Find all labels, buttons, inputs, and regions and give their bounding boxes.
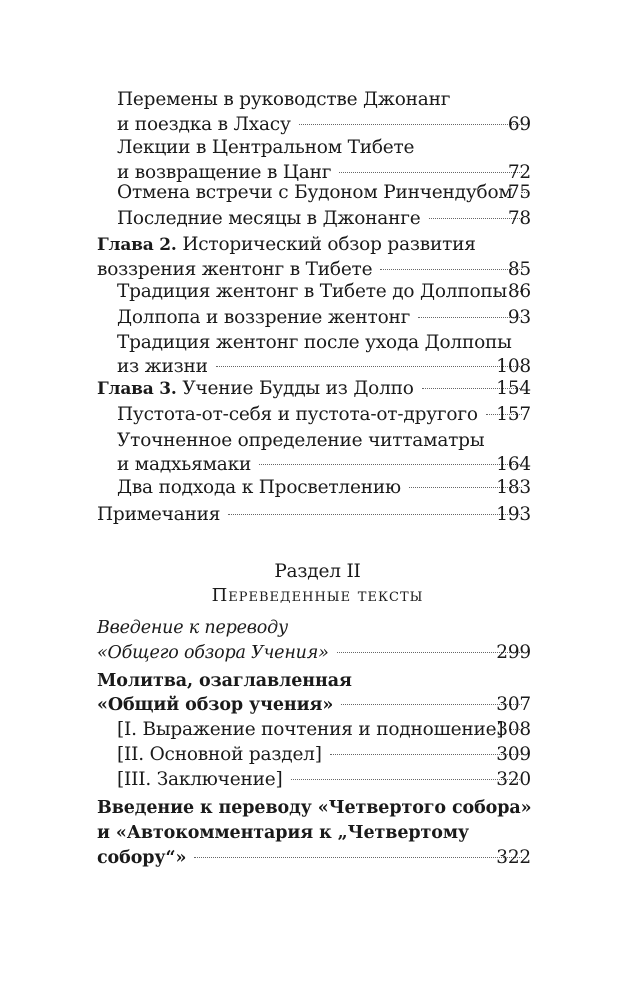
page-number: 322 [496, 847, 531, 868]
entry-line: Молитва, озаглавленная [97, 671, 352, 691]
page-number: 164 [496, 454, 531, 475]
page-number: 193 [496, 504, 531, 525]
section-subtitle: Переведенные тексты [211, 585, 424, 606]
dot-leader [216, 365, 522, 367]
entry-line: Традиция жентонг в Тибете до Долпопы [117, 281, 508, 302]
entry-line: из жизни [117, 356, 208, 377]
entry-line: собору“» [97, 848, 187, 868]
entry-line: Отмена встречи с Будоном Ринчендубом [117, 182, 513, 203]
entry-line: [I. Выражение почтения и подношение] [117, 719, 504, 740]
entry-line: «Общий обзор учения» [97, 695, 334, 715]
page-number: 75 [507, 182, 531, 203]
page-number: 320 [496, 769, 531, 790]
entry-line: Введение к переводу [97, 618, 288, 638]
entry-line: Последние месяцы в Джонанге [117, 208, 421, 229]
page-number: 78 [507, 208, 531, 229]
page-number: 157 [496, 404, 531, 425]
entry-line: Введение к переводу «Четвертого собора» [97, 798, 532, 818]
entry-line: [II. Основной раздел] [117, 744, 322, 765]
page-number: 154 [496, 378, 531, 399]
page-number: 183 [496, 477, 531, 498]
entry-line: Примечания [97, 504, 221, 525]
entry-line: и мадхьямаки [117, 454, 252, 475]
page-number: 69 [507, 114, 531, 135]
page-number: 299 [496, 642, 531, 663]
page-number: 309 [496, 744, 531, 765]
page-number: 308 [496, 719, 531, 740]
page-number: 72 [507, 162, 531, 183]
section-title: Раздел II [274, 561, 361, 582]
page-number: 85 [507, 259, 531, 280]
entry-line: Два подхода к Просветлению [117, 477, 401, 498]
dot-leader [194, 856, 522, 858]
entry-line: и поездка в Лхасу [117, 114, 291, 135]
entry-line: Исторический обзор развития [176, 234, 476, 255]
entry-line: и возвращение в Цанг [117, 162, 332, 183]
entry-line: Долпопа и воззрение жентонг [117, 307, 411, 328]
entry-line: Лекции в Центральном Тибете [117, 137, 415, 158]
chapter-label: Глава 3. [97, 379, 177, 399]
chapter-label: Глава 2. [97, 235, 177, 255]
entry-line: [III. Заключение] [117, 769, 283, 790]
page-number: 86 [507, 281, 531, 302]
dot-leader [228, 513, 522, 515]
entry-line: Пустота-от-себя и пустота-от-другого [117, 404, 478, 425]
entry-line: воззрения жентонг в Тибете [97, 259, 373, 280]
page-number: 93 [507, 307, 531, 328]
entry-line: Уточненное определение читтаматры [117, 430, 485, 451]
entry-line: Перемены в руководстве Джонанг [117, 89, 451, 110]
page-number: 307 [496, 694, 531, 715]
entry-line: Традиция жентонг после ухода Долпопы [117, 332, 512, 353]
entry-line: Учение Будды из Долпо [176, 378, 414, 399]
page-number: 108 [496, 356, 531, 377]
entry-line: и «Автокомментария к „Четвертому [97, 823, 470, 843]
entry-line: «Общего обзора Учения» [97, 643, 329, 663]
